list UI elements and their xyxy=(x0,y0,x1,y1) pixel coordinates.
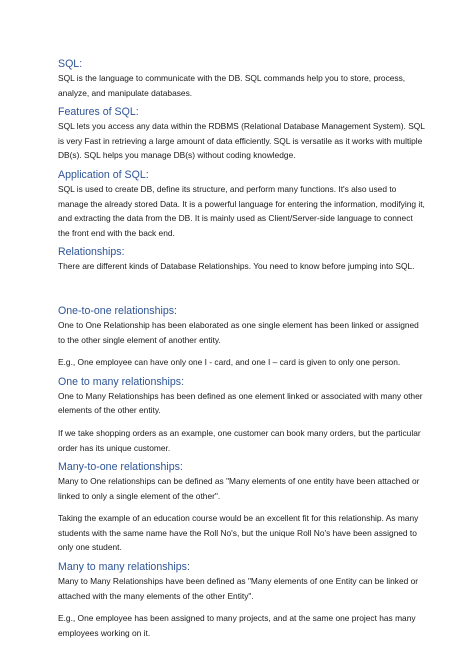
paragraph: SQL is used to create DB, define its structure, and perform many functions. It's also used to manage the already stored Data. It is a powerful language for entering the information, modifying it, and extracting the data from the DB. It is mainly used as Client/Server-side language to connect the front end with the back end. xyxy=(58,183,425,238)
section-many-to-many xyxy=(58,560,426,640)
paragraph: If we take shopping orders as an example, one customer can book many orders, but the particular order has its unique customer. xyxy=(58,427,421,453)
section-heading: Relationships: xyxy=(58,246,125,259)
section-heading: Many-to-one relationships: xyxy=(58,461,183,474)
paragraph: Taking the example of an education course would be an excellent fit for this relationship. As many students with the same name have the Roll No's, but the unique Roll No's have been assigned to only one student. xyxy=(58,513,419,553)
paragraph: E.g., One employee can have only one I - card, and one I – card is given to only one person. xyxy=(58,357,401,368)
section-heading: Features of SQL: xyxy=(58,106,139,119)
section-application xyxy=(58,168,426,240)
document-page xyxy=(58,57,426,640)
section-one-to-one xyxy=(58,304,426,370)
paragraph: SQL lets you access any data within the RDBMS (Relational Database Management System). SQL is very Fast in retrieving a large amount of data efficiently. SQL is versatile as it works with multiple DB(s). SQL helps you manage DB(s) without coding knowledge. xyxy=(58,121,425,161)
section-heading: One-to-one relationships: xyxy=(58,304,177,317)
paragraph: Many to One relationships can be defined as "Many elements of one entity have been attached or linked to only a single element of the other". xyxy=(58,476,420,501)
section-heading: SQL: xyxy=(58,58,83,70)
section-heading: Application of SQL: xyxy=(58,168,149,181)
section-heading: One to many relationships: xyxy=(58,375,185,388)
paragraph: SQL is the language to communicate with the DB. SQL commands help you to store, process, analyze, and manipulate databases. xyxy=(58,73,406,98)
section-sql xyxy=(58,57,426,100)
section-features xyxy=(58,105,426,163)
paragraph: There are different kinds of Database Relationships. You need to know before jumping into SQL. xyxy=(58,261,415,272)
paragraph: One to Many Relationships has been defined as one element linked or associated with many other elements of the other entity. xyxy=(58,390,423,416)
paragraph: E.g., One employee has been assigned to many projects, and at the same one project has many employees working on it. xyxy=(58,613,416,638)
section-many-to-one xyxy=(58,460,426,555)
section-relationships xyxy=(58,245,426,274)
paragraph: Many to Many Relationships have been defined as "Many elements of one Entity can be linked or attached with the many elements of the other Entity". xyxy=(58,576,419,601)
section-heading: Many to many relationships: xyxy=(58,561,190,574)
section-one-to-many xyxy=(58,375,426,455)
paragraph: One to One Relationship has been elaborated as one single element has been linked or assigned to the other single element of another entity. xyxy=(58,319,419,345)
